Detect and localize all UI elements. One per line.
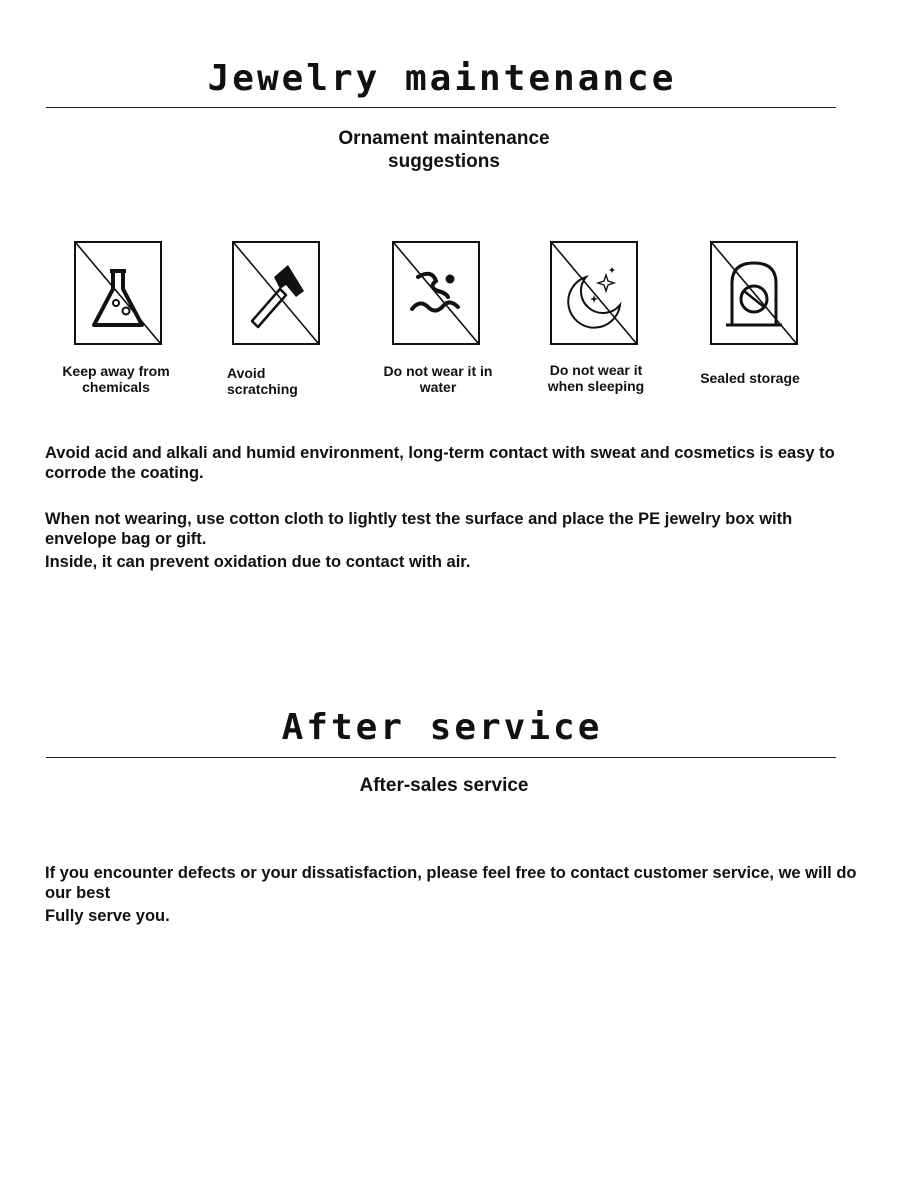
icon-label-line: Keep away from xyxy=(62,363,170,379)
icon-label-line: Do not wear it xyxy=(549,362,643,378)
icon-label-sleeping xyxy=(526,362,666,394)
icon-label-line: Do not wear it in xyxy=(383,363,493,379)
icon-label-line: when sleeping xyxy=(547,378,645,394)
hammer-icon xyxy=(232,241,320,345)
service-subtitle: After-sales service xyxy=(359,775,529,796)
service-paragraph-serve: Fully serve you. xyxy=(45,907,170,925)
swimmer-icon xyxy=(392,241,480,345)
maintenance-paragraph-cleaning: When not wearing, use cotton cloth to lightly test the surface and place the PE jewelry box with envelope bag or gift. xyxy=(45,510,793,548)
icon-label-line: Sealed storage xyxy=(700,370,800,386)
maintenance-title: Jewelry maintenance xyxy=(207,58,677,99)
flask-icon xyxy=(74,241,162,345)
service-title: After service xyxy=(281,707,603,748)
service-paragraph-contact: If you encounter defects or your dissatisfaction, please feel free to contact customer service, we will do our best xyxy=(45,864,857,902)
icon-label-line: water xyxy=(419,379,457,395)
icon-label-chemicals xyxy=(46,363,186,395)
maintenance-subtitle xyxy=(0,127,888,173)
icon-label-line: scratching xyxy=(227,381,298,397)
icon-label-line: chemicals xyxy=(82,379,150,395)
service-divider xyxy=(46,757,836,758)
maintenance-subtitle-line1: Ornament maintenance xyxy=(338,128,550,149)
icon-label-storage xyxy=(680,370,820,386)
icon-label-water xyxy=(368,363,508,395)
maintenance-paragraph-oxidation: Inside, it can prevent oxidation due to contact with air. xyxy=(45,553,471,571)
icon-label-scratching xyxy=(227,365,367,397)
maintenance-paragraph-corrosion: Avoid acid and alkali and humid environment, long-term contact with sweat and cosmetics is easy to corrode the coating. xyxy=(45,444,835,482)
maintenance-subtitle-line2: suggestions xyxy=(388,151,500,172)
moon-icon xyxy=(550,241,638,345)
icon-label-line: Avoid xyxy=(227,365,266,381)
storage-icon xyxy=(710,241,798,345)
maintenance-divider xyxy=(46,107,836,108)
